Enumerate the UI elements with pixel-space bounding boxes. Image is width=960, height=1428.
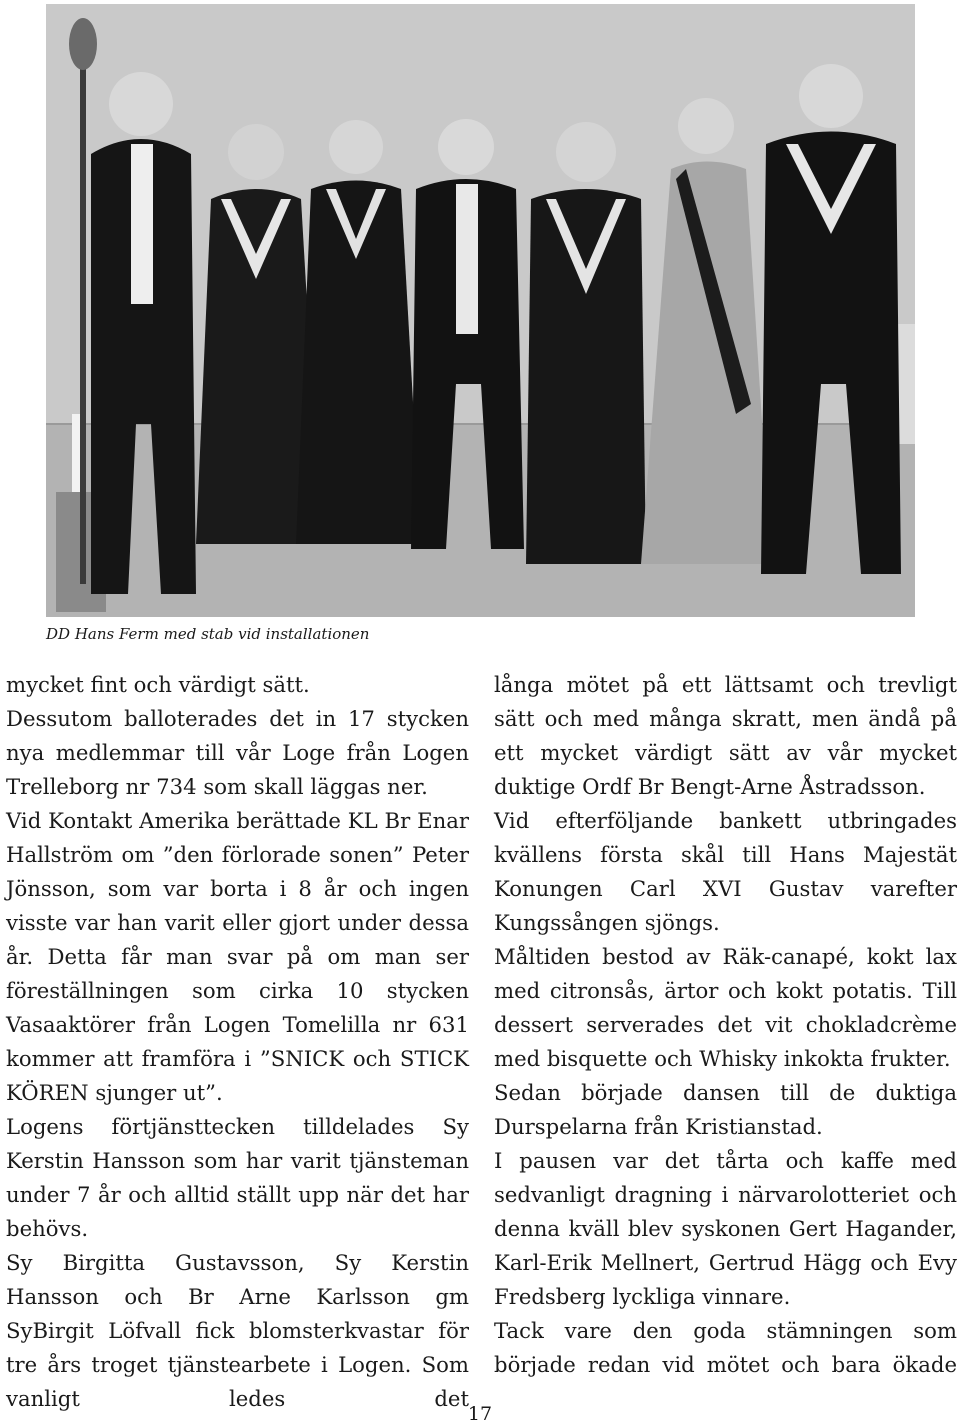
- group-photo-illustration: [46, 4, 915, 617]
- page-number: 17: [467, 1403, 493, 1425]
- paragraph: Måltiden bestod av Räk-canapé, kokt lax med citronsås, ärtor och kokt potatis. Till dessert serverades det vit chokladcrème med bisquette och Whisky inkokta frukter.: [494, 944, 957, 1071]
- paragraph: långa mötet på ett lättsamt och trevligt sätt och med många skratt, men ändå på ett mycket värdigt sätt av vår mycket duktige Ordf Br Bengt-Arne Åstradsson.: [494, 672, 957, 799]
- left-column: [6, 668, 469, 1416]
- paragraph: Vid Kontakt Amerika berättade KL Br Enar Hallström om ”den förlorade sonen” Peter Jönsson, som var borta i 8 år och ingen visste var han varit eller gjort under dessa år. Detta får man svar på om man ser föreställningen som cirka 10 stycken Vasaaktörer från Logen Tomelilla nr 631 kommer att framföra i ”SNICK och STICK KÖREN sjunger ut”.: [6, 808, 469, 1105]
- paragraph: Dessutom balloterades det in 17 stycken nya medlemmar till vår Loge från Logen Trelleborg nr 734 som skall läggas ner.: [6, 706, 469, 799]
- paragraph: Sedan började dansen till de duktiga Durspelarna från Kristianstad.: [494, 1080, 957, 1139]
- paragraph: Sy Birgitta Gustavsson, Sy Kerstin Hansson och Br Arne Karlsson gm SyBirgit Löfvall fick blomsterkvastar för tre års troget tjänstearbete i Logen. Som vanligt ledes det: [6, 1250, 469, 1411]
- group-photo: [46, 4, 915, 617]
- paragraph: I pausen var det tårta och kaffe med sedvanligt dragning i närvarolotteriet och denna kväll blev syskonen Gert Hagander, Karl-Erik Mellnert, Gertrud Hägg och Evy Fredsberg lyckliga vinnare.: [494, 1148, 957, 1309]
- paragraph: mycket fint och värdigt sätt.: [6, 672, 310, 697]
- paragraph: Vid efterföljande bankett utbringades kvällens första skål till Hans Majestät Konungen Carl XVI Gustav varefter Kungssången sjöngs.: [494, 808, 957, 935]
- paragraph: Logens förtjänsttecken tilldelades Sy Kerstin Hansson som har varit tjänsteman under 7 år och alltid ställt upp när det har behövs.: [6, 1114, 469, 1241]
- right-column: [494, 668, 957, 1382]
- photo-caption: DD Hans Ferm med stab vid installationen: [46, 625, 370, 643]
- paragraph: Tack vare den goda stämningen som började redan vid mötet och bara ökade: [494, 1318, 957, 1377]
